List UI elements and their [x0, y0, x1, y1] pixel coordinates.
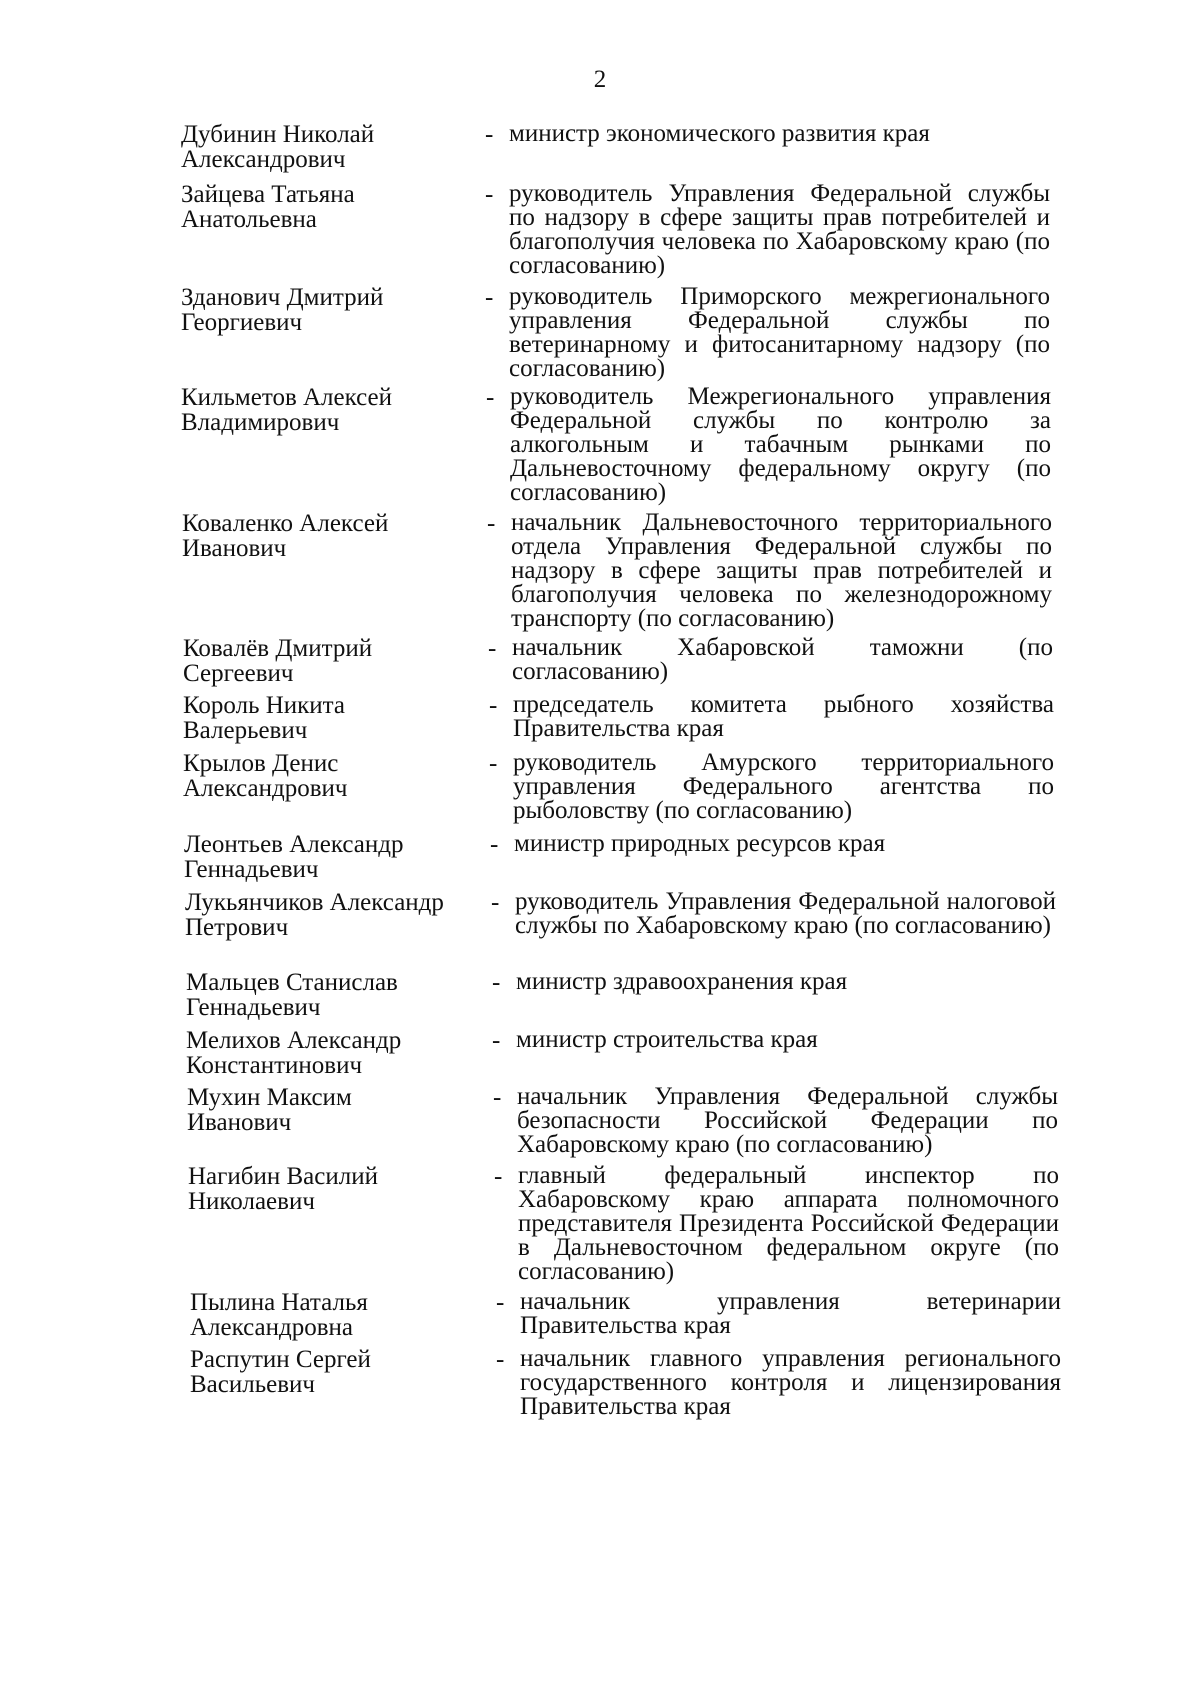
member-name [181, 122, 481, 172]
member-name [190, 1347, 490, 1397]
member-name [187, 1085, 487, 1135]
member-position: руководитель Межрегионального управления Федеральной службы по контролю за алкогольным и табачным рынками по Дальневосточному федеральному округу (по согласованию) [510, 383, 1051, 506]
member-patronymic: Геннадьевич [184, 856, 319, 883]
member-patronymic: Владимирович [181, 409, 340, 436]
member-name [181, 385, 481, 435]
entry-dash: - [496, 1289, 505, 1316]
entry-dash: - [489, 692, 498, 719]
member-position: министр здравоохранения края [516, 968, 848, 995]
member-name [181, 182, 481, 232]
member-position: руководитель Амурского территориального управления Федерального агентства по рыболовству (по согласованию) [513, 749, 1054, 824]
member-patronymic: Сергеевич [183, 660, 294, 687]
entry-dash: - [493, 1084, 502, 1111]
member-patronymic: Георгиевич [181, 309, 303, 336]
member-surname-first-name: Лукьянчиков Александр [185, 889, 444, 916]
member-patronymic: Николаевич [188, 1188, 315, 1215]
member-position: министр природных ресурсов края [514, 830, 886, 857]
member-name [186, 1028, 486, 1078]
entry-dash: - [496, 1346, 505, 1373]
member-name [188, 1164, 488, 1214]
member-position: начальник Управления Федеральной службы безопасности Российской Федерации по Хабаровскому краю (по согласованию) [517, 1083, 1058, 1158]
member-name [183, 636, 483, 686]
member-position: председатель комитета рыбного хозяйства Правительства края [513, 691, 1054, 742]
member-name [181, 285, 481, 335]
member-surname-first-name: Мелихов Александр [186, 1027, 402, 1054]
entry-dash: - [492, 1027, 501, 1054]
member-surname-first-name: Король Никита [183, 692, 346, 719]
page-number: 2 [593, 66, 607, 93]
member-patronymic: Васильевич [190, 1371, 315, 1398]
member-position: министр экономического развития края [509, 120, 930, 147]
member-patronymic: Анатольевна [181, 206, 317, 233]
entry-dash: - [485, 284, 494, 311]
member-position: министр строительства края [516, 1026, 818, 1053]
entry-dash: - [487, 510, 496, 537]
member-position: главный федеральный инспектор по Хабаровскому краю аппарата полномочного представителя Президента Российской Федерации в Дальневосточном федеральном округе (по согласованию) [518, 1162, 1059, 1285]
member-patronymic: Иванович [182, 535, 287, 562]
member-surname-first-name: Леонтьев Александр [184, 831, 404, 858]
member-patronymic: Александрович [181, 146, 346, 173]
member-position: начальник Дальневосточного территориального отдела Управления Федеральной службы по надзору в сфере защиты прав потребителей и благополучия человека по железнодорожному транспорту (по согласованию) [511, 509, 1052, 632]
member-surname-first-name: Пылина Наталья [190, 1289, 368, 1316]
member-surname-first-name: Нагибин Василий [188, 1163, 378, 1190]
member-name [182, 511, 482, 561]
entry-dash: - [491, 889, 500, 916]
member-surname-first-name: Дубинин Николай [181, 121, 375, 148]
entry-dash: - [490, 831, 499, 858]
member-position: руководитель Управления Федеральной налоговой службы по Хабаровскому краю (по согласованию) [515, 888, 1056, 939]
member-patronymic: Петрович [185, 914, 289, 941]
member-surname-first-name: Кильметов Алексей [181, 384, 393, 411]
member-name [190, 1290, 490, 1340]
entry-dash: - [485, 121, 494, 148]
member-surname-first-name: Крылов Денис [183, 750, 339, 777]
member-name [183, 751, 483, 801]
member-name [186, 970, 486, 1020]
member-patronymic: Александрович [183, 775, 348, 802]
member-name [184, 832, 484, 882]
member-name [185, 890, 485, 940]
member-position: начальник управления ветеринарии Правительства края [520, 1288, 1061, 1339]
entry-dash: - [486, 384, 495, 411]
member-patronymic: Иванович [187, 1109, 292, 1136]
member-position: руководитель Приморского межрегионального управления Федеральной службы по ветеринарному и фитосанитарному надзору (по согласованию) [509, 283, 1050, 382]
member-position: начальник главного управления регионального государственного контроля и лицензирования Правительства края [520, 1345, 1061, 1420]
member-patronymic: Геннадьевич [186, 994, 321, 1021]
member-surname-first-name: Мальцев Станислав [186, 969, 398, 996]
member-surname-first-name: Мухин Максим [187, 1084, 352, 1111]
entry-dash: - [494, 1163, 503, 1190]
entry-dash: - [485, 181, 494, 208]
member-name [183, 693, 483, 743]
entry-dash: - [488, 635, 497, 662]
member-position: руководитель Управления Федеральной службы по надзору в сфере защиты прав потребителей и благополучия человека по Хабаровскому краю (по согласованию) [509, 180, 1050, 279]
member-surname-first-name: Коваленко Алексей [182, 510, 389, 537]
entry-dash: - [489, 750, 498, 777]
member-surname-first-name: Распутин Сергей [190, 1346, 371, 1373]
member-surname-first-name: Зайцева Татьяна [181, 181, 355, 208]
entry-dash: - [492, 969, 501, 996]
member-surname-first-name: Ковалёв Дмитрий [183, 635, 373, 662]
member-position: начальник Хабаровской таможни (по согласованию) [512, 634, 1053, 685]
member-patronymic: Константинович [186, 1052, 363, 1079]
member-patronymic: Александровна [190, 1314, 354, 1341]
member-patronymic: Валерьевич [183, 717, 308, 744]
member-surname-first-name: Зданович Дмитрий [181, 284, 384, 311]
